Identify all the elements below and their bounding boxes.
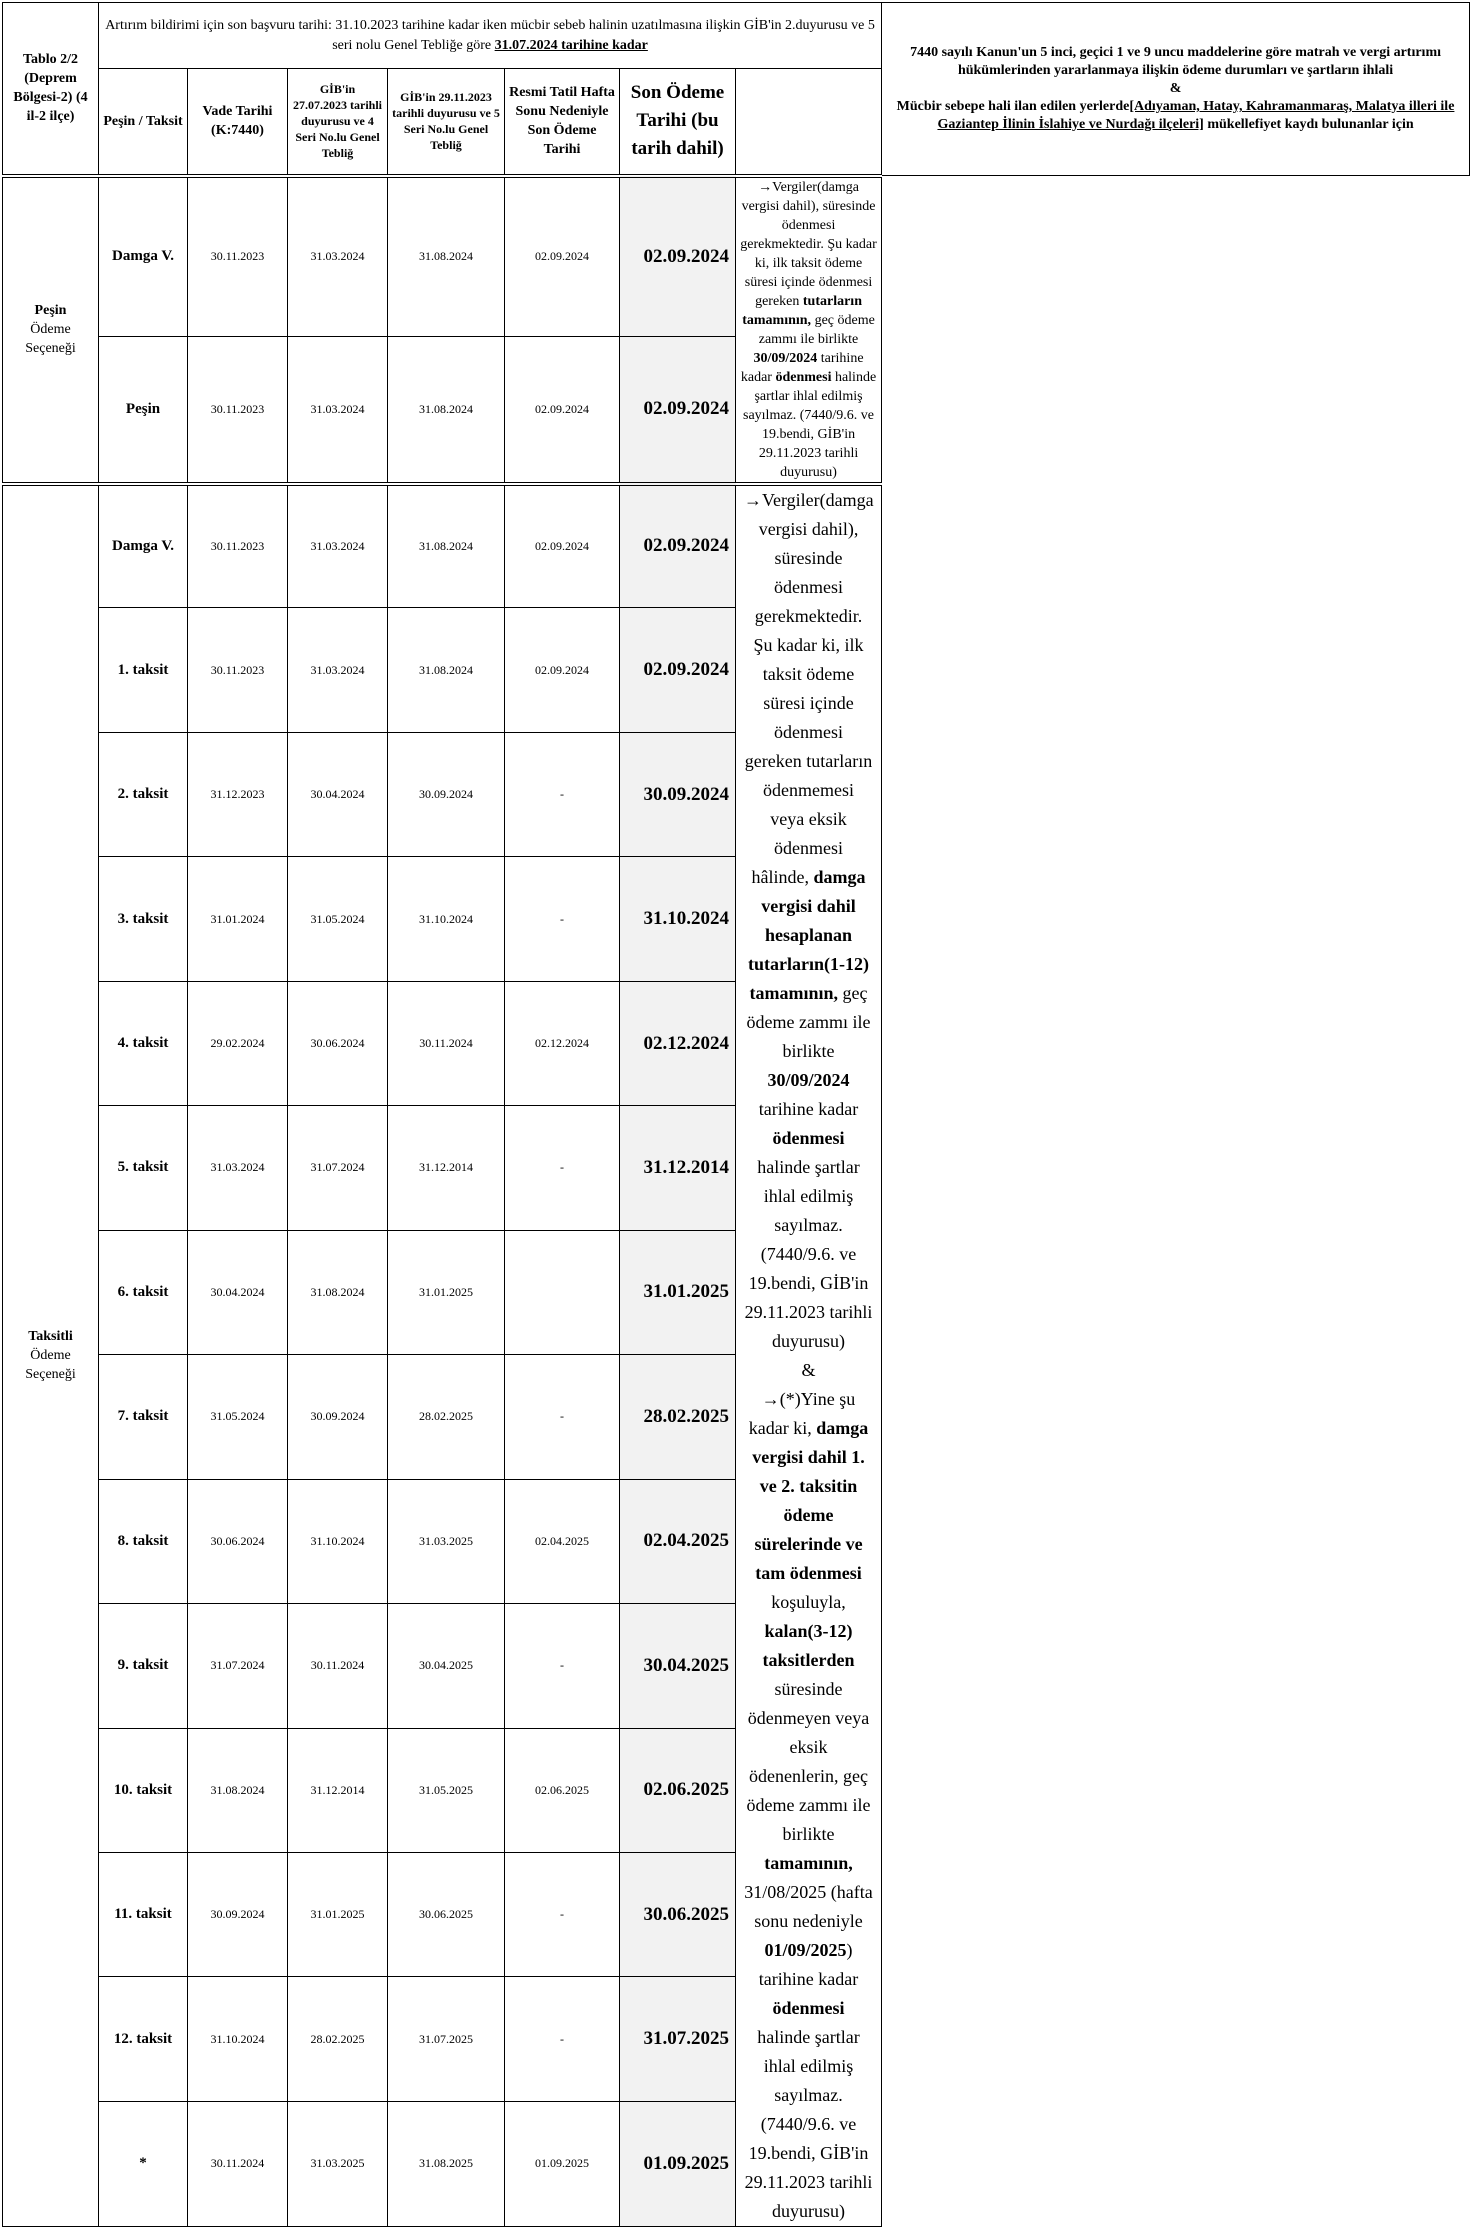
- gib1-cell: 30.06.2024: [288, 981, 388, 1105]
- row-label: 6. taksit: [99, 1230, 188, 1354]
- table-label-text: Tablo 2/2 (Deprem Bölgesi-2) (4 il-2 ilçe): [13, 52, 88, 125]
- taksit-group-label-bold: Taksitli: [28, 1329, 73, 1344]
- vade-cell: 31.03.2024: [188, 1106, 288, 1230]
- vade-cell: 30.11.2023: [188, 484, 288, 608]
- gib2-cell: 31.12.2014: [388, 1106, 505, 1230]
- taksit-note-p2-t1: →(*)Yine şu kadar ki,: [748, 1388, 856, 1438]
- row-label: Peşin: [99, 336, 188, 483]
- gib2-cell: 31.05.2025: [388, 1728, 505, 1852]
- vade-cell: 30.11.2023: [188, 608, 288, 732]
- col-header-son-odeme: Son Ödeme Tarihi (bu tarih dahil): [620, 69, 736, 176]
- vade-cell: 30.11.2024: [188, 2101, 288, 2226]
- gib2-cell: 31.08.2024: [388, 484, 505, 608]
- vade-cell: 30.11.2023: [188, 176, 288, 337]
- header-description: [99, 3, 882, 69]
- vade-cell: 31.07.2024: [188, 1604, 288, 1728]
- col-header-resmi-tatil: Resmi Tatil Hafta Sonu Nedeniyle Son Ödeme Tarihi: [505, 69, 620, 176]
- row-label: Damga V.: [99, 176, 188, 337]
- tatil-cell: -: [505, 1977, 620, 2101]
- gib2-cell: 28.02.2025: [388, 1355, 505, 1479]
- gib2-cell: 30.04.2025: [388, 1604, 505, 1728]
- header-description-text: Artırım bildirimi için son başvuru tarihi: 31.10.2023 tarihine kadar iken mücbir sebeb halinin uzatılmasına ilişkin GİB'in 2.duyurusu ve 5 seri nolu Genel Tebliğe göre: [105, 17, 875, 53]
- son-odeme-cell: 02.09.2024: [620, 484, 736, 608]
- row-label: Damga V.: [99, 484, 188, 608]
- taksit-note-p1-b1: damga vergisi dahil hesaplanan tutarların(1-12) tamamının,: [748, 866, 870, 1003]
- gib2-cell: 31.08.2025: [388, 2101, 505, 2226]
- vade-cell: 31.05.2024: [188, 1355, 288, 1479]
- taksit-note-p1-t1: →Vergiler(damga vergisi dahil), süresinde ödenmesi gerekmektedir. Şu kadar ki, ilk taksit ödeme süresi içinde ödenmesi gereken tutarların ödenmemesi veya eksik ödenmesi hâlinde,: [744, 489, 874, 887]
- tatil-cell: 02.09.2024: [505, 608, 620, 732]
- taksit-note-p2-b4: 01/09/2025: [764, 1939, 847, 1960]
- vade-cell: 31.12.2023: [188, 732, 288, 856]
- taksit-note-p1-b3: ödenmesi: [772, 1127, 845, 1148]
- vade-cell: 30.11.2023: [188, 336, 288, 483]
- deprem-bolgesi-odeme-tablosu: [2, 2, 1470, 2227]
- taksit-note-paragraph-1: [744, 486, 873, 1356]
- son-odeme-cell: 02.06.2025: [620, 1728, 736, 1852]
- row-label: 10. taksit: [99, 1728, 188, 1852]
- gib1-cell: 31.12.2014: [288, 1728, 388, 1852]
- table-row: [3, 484, 1470, 608]
- pesin-note-t4: halinde şartlar ihlal edilmiş sayılmaz. (7440/9.6. ve 19.bendi, GİB'in 29.11.2023 tarihli duyurusu): [743, 369, 877, 480]
- son-odeme-cell: 31.07.2025: [620, 1977, 736, 2101]
- taksit-group-label-rest: Ödeme Seçeneği: [25, 1348, 76, 1382]
- taksit-note-p2-t6: halinde şartlar ihlal edilmiş sayılmaz. (7440/9.6. ve 19.bendi, GİB'in 29.11.2023 tarihli duyurusu): [744, 2026, 873, 2221]
- row-label: 8. taksit: [99, 1479, 188, 1603]
- son-odeme-cell: 02.12.2024: [620, 981, 736, 1105]
- son-odeme-cell: 31.10.2024: [620, 857, 736, 981]
- taksit-note-p1-b2: 30/09/2024: [767, 1069, 850, 1090]
- pesin-note-b2: 30/09/2024: [753, 350, 818, 366]
- gib1-cell: 31.03.2024: [288, 336, 388, 483]
- tatil-cell: -: [505, 857, 620, 981]
- vade-cell: 31.01.2024: [188, 857, 288, 981]
- tatil-cell: -: [505, 1852, 620, 1976]
- tatil-cell: -: [505, 1604, 620, 1728]
- col-header-gib-27-07: GİB'in 27.07.2023 tarihli duyurusu ve 4 Seri No.lu Genel Tebliğ: [288, 69, 388, 176]
- gib1-cell: 31.03.2024: [288, 608, 388, 732]
- pesin-note-t1: →Vergiler(damga vergisi dahil), süresinde ödenmesi gerekmektedir. Şu kadar ki, ilk taksit ödeme süresi içinde ödenmesi gereken: [740, 179, 877, 309]
- pesin-note-t2: geç ödeme zammı ile birlikte: [758, 312, 875, 347]
- row-label: 3. taksit: [99, 857, 188, 981]
- pesin-note-b3: ödenmesi: [775, 369, 832, 385]
- son-odeme-cell: 30.06.2025: [620, 1852, 736, 1976]
- tatil-cell: 02.04.2025: [505, 1479, 620, 1603]
- taksit-note-p2-t5: ) tarihine kadar: [758, 1939, 859, 1989]
- pesin-group-label: [3, 176, 99, 484]
- right-header-line2: [886, 98, 1465, 134]
- taksit-note-p2-b1: damga vergisi dahil 1. ve 2. taksitin ödeme sürelerinde ve tam ödenmesi: [752, 1417, 869, 1583]
- gib1-cell: 30.11.2024: [288, 1604, 388, 1728]
- right-header-line2-a: Mücbir sebepe hali ilan edilen yerlerde: [896, 99, 1130, 114]
- tatil-cell: -: [505, 1106, 620, 1230]
- vade-cell: 30.06.2024: [188, 1479, 288, 1603]
- gib1-cell: 31.05.2024: [288, 857, 388, 981]
- gib2-cell: 30.11.2024: [388, 981, 505, 1105]
- gib1-cell: 30.09.2024: [288, 1355, 388, 1479]
- gib2-cell: 31.08.2024: [388, 176, 505, 337]
- row-label: 2. taksit: [99, 732, 188, 856]
- row-label: *: [99, 2101, 188, 2226]
- taksit-note-p1-t2: geç ödeme zammı ile birlikte: [746, 982, 871, 1061]
- table-label: [3, 3, 99, 176]
- tatil-cell: 02.09.2024: [505, 176, 620, 337]
- pesin-note-t3: tarihine kadar: [740, 350, 864, 385]
- pesin-group-label-bold: Peşin: [34, 303, 67, 318]
- gib2-cell: 30.09.2024: [388, 732, 505, 856]
- tatil-cell: -: [505, 1355, 620, 1479]
- col-header-pesin-taksit: Peşin / Taksit: [99, 69, 188, 176]
- col-header-gib-29-11: GİB'in 29.11.2023 tarihli duyurusu ve 5 Seri No.lu Genel Tebliğ: [388, 69, 505, 176]
- gib1-cell: 31.03.2024: [288, 176, 388, 337]
- table-row: [3, 176, 1470, 337]
- tatil-cell: 02.06.2025: [505, 1728, 620, 1852]
- gib1-cell: 31.01.2025: [288, 1852, 388, 1976]
- son-odeme-cell: 02.04.2025: [620, 1479, 736, 1603]
- tatil-cell: -: [505, 732, 620, 856]
- gib1-cell: 31.08.2024: [288, 1230, 388, 1354]
- son-odeme-cell: 28.02.2025: [620, 1355, 736, 1479]
- son-odeme-cell: 30.04.2025: [620, 1604, 736, 1728]
- taksit-note-p1-t3: tarihine kadar: [758, 1098, 859, 1119]
- pesin-group-label-rest: Ödeme Seçeneği: [25, 322, 76, 356]
- taksit-note-p2-b3: tamamının,: [764, 1852, 853, 1873]
- son-odeme-cell: 02.09.2024: [620, 176, 736, 337]
- right-header: [882, 3, 1470, 176]
- taksit-note-paragraph-2: [744, 1385, 873, 2226]
- taksit-note-p2-t2: koşuluyla,: [771, 1591, 846, 1612]
- son-odeme-cell: 01.09.2025: [620, 2101, 736, 2226]
- vade-cell: 31.10.2024: [188, 1977, 288, 2101]
- gib1-cell: 31.10.2024: [288, 1479, 388, 1603]
- vade-cell: 29.02.2024: [188, 981, 288, 1105]
- vade-cell: 30.04.2024: [188, 1230, 288, 1354]
- vade-cell: 30.09.2024: [188, 1852, 288, 1976]
- row-label: 11. taksit: [99, 1852, 188, 1976]
- row-label: 7. taksit: [99, 1355, 188, 1479]
- taksit-note: [736, 484, 882, 2227]
- tatil-cell: 02.09.2024: [505, 484, 620, 608]
- row-label: 12. taksit: [99, 1977, 188, 2101]
- tatil-cell: 02.12.2024: [505, 981, 620, 1105]
- tatil-cell: 01.09.2025: [505, 2101, 620, 2226]
- header-description-deadline: 31.07.2024 tarihine kadar: [494, 37, 648, 53]
- right-header-amp: &: [1169, 81, 1182, 96]
- row-label: 1. taksit: [99, 608, 188, 732]
- vade-cell: 31.08.2024: [188, 1728, 288, 1852]
- gib2-cell: 31.01.2025: [388, 1230, 505, 1354]
- pesin-note: [736, 176, 882, 484]
- taksit-note-p2-t3: süresinde ödenmeyen veya eksik ödenenlerin, geç ödeme zammı ile birlikte: [746, 1678, 871, 1844]
- son-odeme-cell: 02.09.2024: [620, 608, 736, 732]
- tatil-cell: [505, 1230, 620, 1354]
- taksit-note-p2-t4: 31/08/2025 (hafta sonu nedeniyle: [744, 1881, 873, 1931]
- gib2-cell: 31.08.2024: [388, 336, 505, 483]
- right-header-provinces: [Adıyaman, Hatay, Kahramanmaraş, Malatya illeri ile Gaziantep İlinin İslahiye ve Nurdağı ilçeleri]: [937, 99, 1455, 132]
- gib1-cell: 28.02.2025: [288, 1977, 388, 2101]
- taksit-note-p1-t4: halinde şartlar ihlal edilmiş sayılmaz. (7440/9.6. ve 19.bendi, GİB'in 29.11.2023 tarihli duyurusu): [744, 1156, 873, 1351]
- gib1-cell: 31.07.2024: [288, 1106, 388, 1230]
- taksit-note-p2-b2: kalan(3-12) taksitlerden: [762, 1620, 855, 1670]
- gib1-cell: 31.03.2024: [288, 484, 388, 608]
- right-header-line2-b: mükellefiyet kaydı bulunanlar için: [1203, 117, 1414, 132]
- taksit-group-label: [3, 484, 99, 2227]
- row-label: 5. taksit: [99, 1106, 188, 1230]
- right-header-line1: 7440 sayılı Kanun'un 5 inci, geçici 1 ve 9 uncu maddelerine göre matrah ve vergi artırımı hükümlerinden yararlanmaya ilişkin ödeme durumları ve şartların ihlali: [910, 45, 1441, 78]
- col-header-vade: Vade Tarihi (K:7440): [188, 69, 288, 176]
- son-odeme-cell: 31.01.2025: [620, 1230, 736, 1354]
- tatil-cell: 02.09.2024: [505, 336, 620, 483]
- gib1-cell: 31.03.2025: [288, 2101, 388, 2226]
- gib2-cell: 31.07.2025: [388, 1977, 505, 2101]
- gib2-cell: 31.08.2024: [388, 608, 505, 732]
- pesin-note-b1: tutarların tamamının,: [742, 293, 862, 328]
- taksit-note-amp: &: [801, 1359, 816, 1380]
- taksit-note-p2-b5: ödenmesi: [772, 1997, 845, 2018]
- son-odeme-cell: 02.09.2024: [620, 336, 736, 483]
- gib2-cell: 31.10.2024: [388, 857, 505, 981]
- son-odeme-cell: 30.09.2024: [620, 732, 736, 856]
- row-label: 4. taksit: [99, 981, 188, 1105]
- gib2-cell: 31.03.2025: [388, 1479, 505, 1603]
- gib1-cell: 30.04.2024: [288, 732, 388, 856]
- row-label: 9. taksit: [99, 1604, 188, 1728]
- gib2-cell: 30.06.2025: [388, 1852, 505, 1976]
- son-odeme-cell: 31.12.2014: [620, 1106, 736, 1230]
